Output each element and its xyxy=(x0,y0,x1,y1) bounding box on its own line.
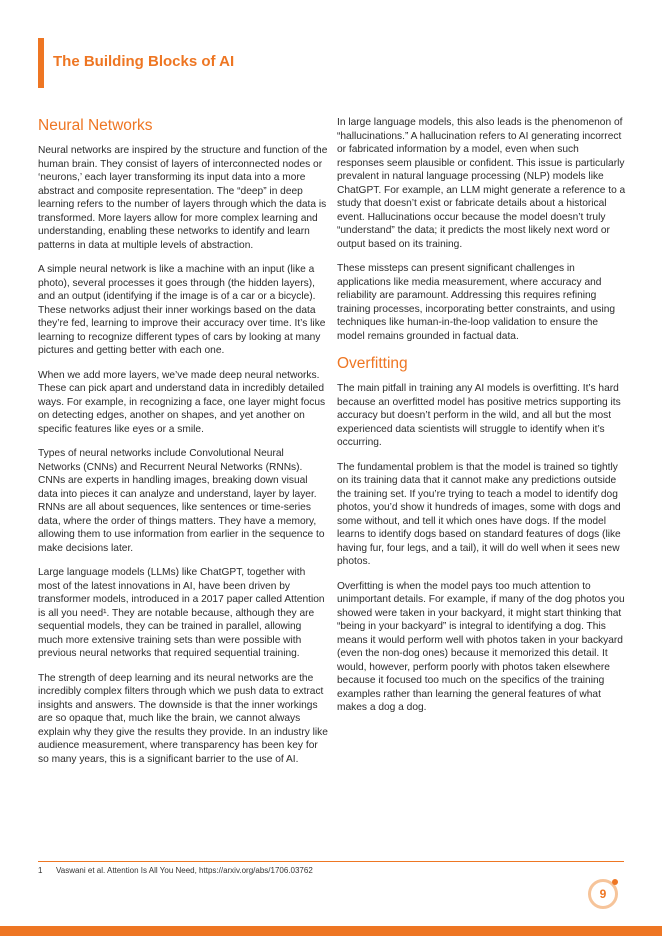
paragraph: Types of neural networks include Convolutional Neural Networks (CNNs) and Recurrent Neural Networks (RNNs). CNNs are experts in handling images, breaking down visual data into pieces it can analyze and understand, layer by layer. RNNs are all about sequences, like sentences or time-series data, where the order of things matters. They have a memory, allowing them to use information from earlier in the sequence to make decisions later. xyxy=(38,448,325,554)
footnote xyxy=(38,866,313,875)
page-number: 9 xyxy=(599,887,607,901)
right-column xyxy=(337,116,627,726)
section-heading-neural-networks: Neural Networks xyxy=(38,117,153,134)
footnote-number: 1 xyxy=(38,866,43,875)
page-badge-dot xyxy=(612,879,618,885)
paragraph: A simple neural network is like a machine with an input (like a photo), several processes it goes through (the hidden layers), and an output (identifying if the image is of a car or a bicycle). These networks adjust their inner workings based on the data they’re fed, learning to improve their accuracy over time. It’s like learning to recognize different types of cars by looking at many pictures and getting better with each one. xyxy=(38,264,326,356)
header-accent-bar xyxy=(38,38,44,88)
paragraph: The fundamental problem is that the model is trained so tightly on its training data that it cannot make any predictions outside the training set. If you’re trying to teach a model to identify dog photos, you’d show it hundreds of images, some with dogs and some without, and tell it which ones have dogs. If the model learns to identify dogs based on standard features of dogs (like having fur, four legs, and a tail), it will do well when it sees new photos. xyxy=(337,461,621,567)
footnote-text: Vaswani et al. Attention Is All You Need, https://arxiv.org/abs/1706.03762 xyxy=(56,866,313,875)
footnote-divider xyxy=(38,861,624,862)
left-column xyxy=(38,116,328,777)
paragraph: The main pitfall in training any AI models is overfitting. It’s hard because an overfitted model has positive metrics supporting its accuracy but doesn’t perform in the wild, and all but the most experienced data scientists will struggle to identify when it’s occurring. xyxy=(337,383,621,448)
section-heading-overfitting: Overfitting xyxy=(337,355,408,372)
paragraph: The strength of deep learning and its neural networks are the incredibly complex filters through which we push data to extract insights and answers. The downside is that the inner workings are so opaque that, much like the brain, we cannot always explain why they give the results they provide. In an industry like audience measurement, where transparency has been key for so many years, this is a significant barrier to the use of AI. xyxy=(38,672,328,765)
paragraph: Neural networks are inspired by the structure and function of the human brain. They consist of layers of interconnected nodes or ‘neurons,’ each layer transforming its input data into a more abstract and composite representation. The “deep” in deep learning refers to the number of layers through which the data is transformed. More layers allow for more complex learning and understanding, enabling these networks to identify and learn patterns in data at multiple levels of abstraction. xyxy=(38,145,328,251)
paragraph: In large language models, this also leads is the phenomenon of “hallucinations.” A hallucination refers to AI generating incorrect or fabricated information by a model, even when such responses seem plausible or confident. This issue is particularly prevalent in natural language processing (NLP) models like ChatGPT. For example, an LLM might generate a reference to a study that doesn’t exist or fabricate details about a historical event. Hallucinations occur because the model doesn’t truly “understand” the data; it predicts the most likely next word or output based on its training. xyxy=(337,117,626,250)
paragraph: Large language models (LLMs) like ChatGPT, together with most of the latest innovations in AI, have been driven by transformer models, introduced in a 2017 paper called Attention is all you need¹. They are notable because, although they are sequential models, they can be trained in parallel, allowing much more extensive training sets than were possible with previous neural networks that required sequential training. xyxy=(38,567,325,659)
paragraph: When we add more layers, we’ve made deep neural networks. These can pick apart and understand data in incredibly detailed ways. For example, in recognizing a face, one layer might focus on detecting edges, another on shapes, and yet another on specific features like eyes or a smile. xyxy=(38,369,326,435)
page-title: The Building Blocks of AI xyxy=(53,53,235,70)
footer-accent-bar xyxy=(0,926,662,936)
paragraph: Overfitting is when the model pays too much attention to unimportant details. For example, if many of the dog photos you showed were taken in your backyard, it might start thinking that “being in your backyard” is integral to identifying a dog. This means it would perform well with photos taken in your backyard (even the non-dog ones) because it memorized this detail. It would, however, perform poorly with photos taken elsewhere because it focused too much on the specifics of the training examples rather than learning the general features of what makes a dog a dog. xyxy=(337,580,625,713)
paragraph: These missteps can present significant challenges in applications like media measurement, where accuracy and reliability are paramount. Addressing this requires refining training processes, incorporating better constraints, and using techniques like human-in-the-loop validation to ensure the model remains grounded in factual data. xyxy=(337,263,616,342)
